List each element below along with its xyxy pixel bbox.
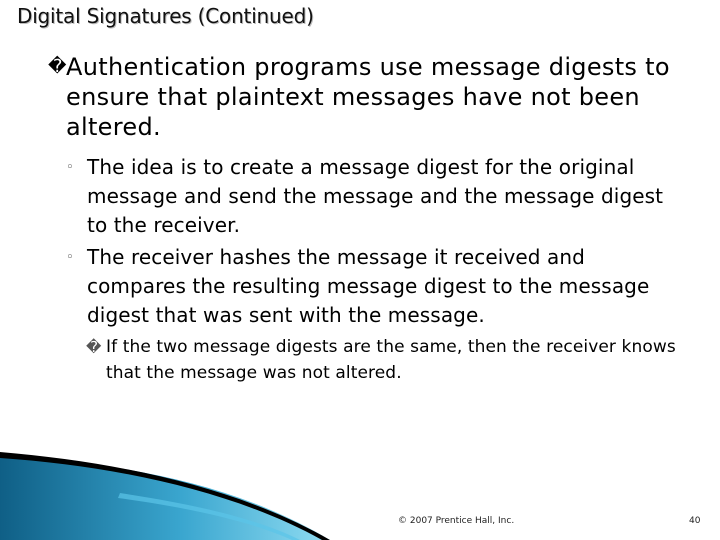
circle-bullet-icon: ◦ — [66, 160, 74, 175]
footer-copyright: © 2007 Prentice Hall, Inc. — [398, 516, 515, 526]
bullet-glyph-icon: � — [48, 56, 67, 77]
swoosh-dark-stroke — [0, 452, 330, 540]
swoosh-light-stroke — [118, 493, 300, 540]
sub-bullet-point-text: The receiver hashes the message it received and compares the resulting message digest to the message digest that was sent with the message. — [87, 245, 650, 327]
bullet-glyph-icon: � — [86, 338, 102, 356]
sub-sub-bullet-point-text: If the two message digests are the same, then the receiver knows that the message was not altered. — [106, 337, 676, 383]
circle-bullet-icon: ◦ — [66, 250, 74, 265]
slide-title: Digital Signatures (Continued) — [17, 4, 314, 28]
bullet-point-1 — [48, 52, 708, 142]
sub-sub-bullet-point-1 — [86, 334, 686, 386]
sub-bullet-point-text: The idea is to create a message digest for the original message and send the message and the message digest to the receiver. — [87, 155, 664, 237]
swoosh-fill — [0, 456, 330, 540]
page-number: 40 — [689, 516, 701, 526]
sub-bullet-point-1 — [66, 153, 666, 240]
sub-bullet-point-2 — [66, 243, 666, 330]
bullet-point-text: Authentication programs use message digests to ensure that plaintext messages have not been altered. — [66, 53, 670, 141]
